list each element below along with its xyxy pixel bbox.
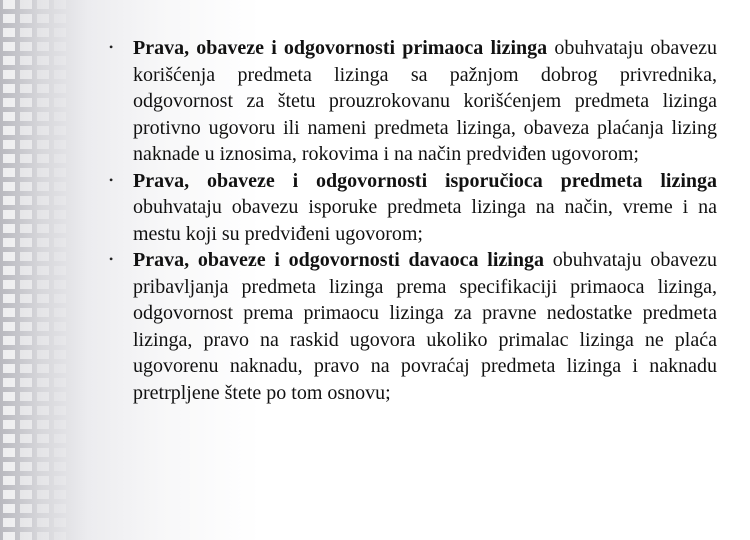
bullet-item-davalac <box>103 247 717 406</box>
bullet-list <box>103 35 717 406</box>
decorative-square-strip <box>20 0 32 540</box>
bullet-body-text: obuhvataju obavezu korišćenja predmeta lizinga sa pažnjom dobrog privrednika, odgovornost za štetu prouzrokovanu korišćenjem predmeta lizinga protivno ugovoru ili nameni predmeta lizinga, obaveza plaćanja lizing naknade u iznosima, rokovima i na način predviđen ugovorom; <box>133 37 717 165</box>
bullet-body-text: obuhvataju obavezu isporuke predmeta lizinga na način, vreme i na mestu koji su predviđeni ugovorom; <box>133 196 717 245</box>
bullet-item-isporucilac <box>103 168 717 248</box>
bullet-lead-text: Prava, obaveze i odgovornosti davaoca lizinga <box>133 249 544 271</box>
decorative-square-strip <box>3 0 15 540</box>
bullet-item-primalac <box>103 35 717 168</box>
decorative-square-strip <box>54 0 66 540</box>
decorative-square-strip <box>37 0 49 540</box>
bullet-body-text: obuhvataju obavezu pribavljanja predmeta lizinga prema specifikaciji primaoca lizinga, odgovornost prema primaocu lizinga za pravne nedostatke predmeta lizinga, pravo na raskid ugovora ukoliko primalac lizinga ne plaća ugovorenu naknadu, pravo na povraćaj predmeta lizinga i naknadu pretrpljene štete po tom osnovu; <box>133 249 717 404</box>
bullet-dot-icon: • <box>109 252 114 266</box>
bullet-dot-icon: • <box>109 172 114 187</box>
slide-content <box>103 35 717 406</box>
bullet-lead-text: Prava, obaveze i odgovornosti isporučioca predmeta lizinga <box>133 169 717 192</box>
bullet-lead-text: Prava, obaveze i odgovornosti primaoca lizinga <box>133 37 548 59</box>
bullet-dot-icon: • <box>109 40 114 54</box>
